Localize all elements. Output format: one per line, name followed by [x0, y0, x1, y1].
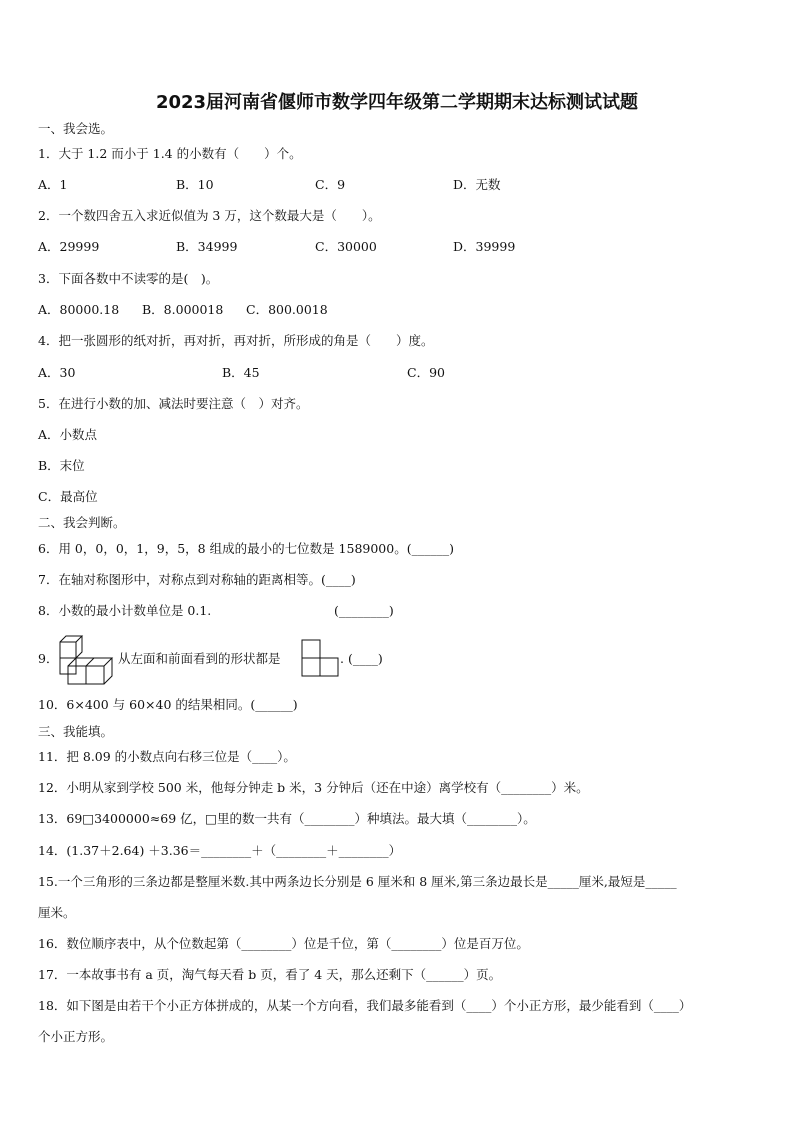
question-18-line-1: 18．如下图是由若干个小正方体拼成的，从某一个方向看，我们最多能看到（____）个小正方形，最少能看到（____） [38, 998, 692, 1013]
q1-option-c: C．9 [315, 177, 346, 192]
q5-option-b: B．末位 [38, 458, 85, 473]
q2-option-a: A．29999 [38, 239, 100, 254]
question-10: 10．6×400 与 60×40 的结果相同。(______) [38, 697, 298, 712]
q5-option-c: C．最高位 [38, 489, 98, 504]
q3-option-b: B．8.000018 [142, 302, 224, 317]
question-4: 4．把一张圆形的纸对折，再对折，再对折，所形成的角是（ ）度。 [38, 333, 434, 348]
q3-option-c: C．800.0018 [246, 302, 328, 317]
q2-option-d: D．39999 [453, 239, 516, 254]
q2-option-c: C．30000 [315, 239, 377, 254]
q4-option-b: B．45 [222, 365, 260, 380]
cube-stack-figure [58, 628, 118, 688]
question-8: 8．小数的最小计数单位是 0.1. [38, 603, 212, 618]
page-title: 2023届河南省偃师市数学四年级第二学期期末达标测试试题 [155, 92, 639, 113]
question-8-blank: (________) [334, 603, 394, 618]
question-14: 14．(1.37＋2.64) ＋3.36＝________＋（________＋________） [38, 843, 402, 858]
question-1: 1．大于 1.2 而小于 1.4 的小数有（ ）个。 [38, 146, 302, 161]
question-13: 13．69□3400000≈69 亿，□里的数一共有（________）种填法。最大填（________）。 [38, 811, 536, 826]
question-5: 5．在进行小数的加、减法时要注意（ ）对齐。 [38, 396, 309, 411]
question-9-blank: . (____) [340, 651, 383, 666]
question-12: 12．小明从家到学校 500 米，他每分钟走 b 米，3 分钟后（还在中途）离学校有（________）米。 [38, 780, 589, 795]
q1-option-b: B．10 [176, 177, 214, 192]
q2-option-b: B．34999 [176, 239, 238, 254]
question-18-line-2: 个小正方形。 [38, 1029, 114, 1044]
q4-option-c: C．90 [407, 365, 445, 380]
q3-option-a: A．80000.18 [38, 302, 120, 317]
q5-option-a: A．小数点 [38, 427, 98, 442]
section-heading-fill: 三、我能填。 [38, 724, 114, 739]
question-16: 16．数位顺序表中，从个位数起第（________）位是千位，第（________）位是百万位。 [38, 936, 529, 951]
question-9-text: 从左面和前面看到的形状都是 [118, 651, 281, 666]
q4-option-a: A．30 [38, 365, 76, 380]
question-9-number: 9． [38, 651, 59, 666]
view-shape-figure [300, 638, 340, 678]
question-7: 7．在轴对称图形中，对称点到对称轴的距离相等。(____) [38, 572, 356, 587]
q1-option-a: A．1 [38, 177, 68, 192]
question-3: 3．下面各数中不读零的是( )。 [38, 271, 219, 286]
question-6: 6．用 0，0，0，1，9，5，8 组成的最小的七位数是 1589000。(______) [38, 541, 454, 556]
section-heading-choice: 一、我会选。 [38, 121, 114, 136]
question-2: 2．一个数四舍五入求近似值为 3 万，这个数最大是（ ）。 [38, 208, 381, 223]
question-15-line-2: 厘米。 [38, 905, 76, 920]
question-11: 11．把 8.09 的小数点向右移三位是（____）。 [38, 749, 296, 764]
section-heading-judge: 二、我会判断。 [38, 515, 126, 530]
question-17: 17．一本故事书有 a 页，淘气每天看 b 页，看了 4 天，那么还剩下（______）页。 [38, 967, 502, 982]
q1-option-d: D．无数 [453, 177, 501, 192]
question-15-line-1: 15.一个三角形的三条边都是整厘米数.其中两条边长分别是 6 厘米和 8 厘米,第三条边最长是_____厘米,最短是_____ [38, 874, 677, 889]
